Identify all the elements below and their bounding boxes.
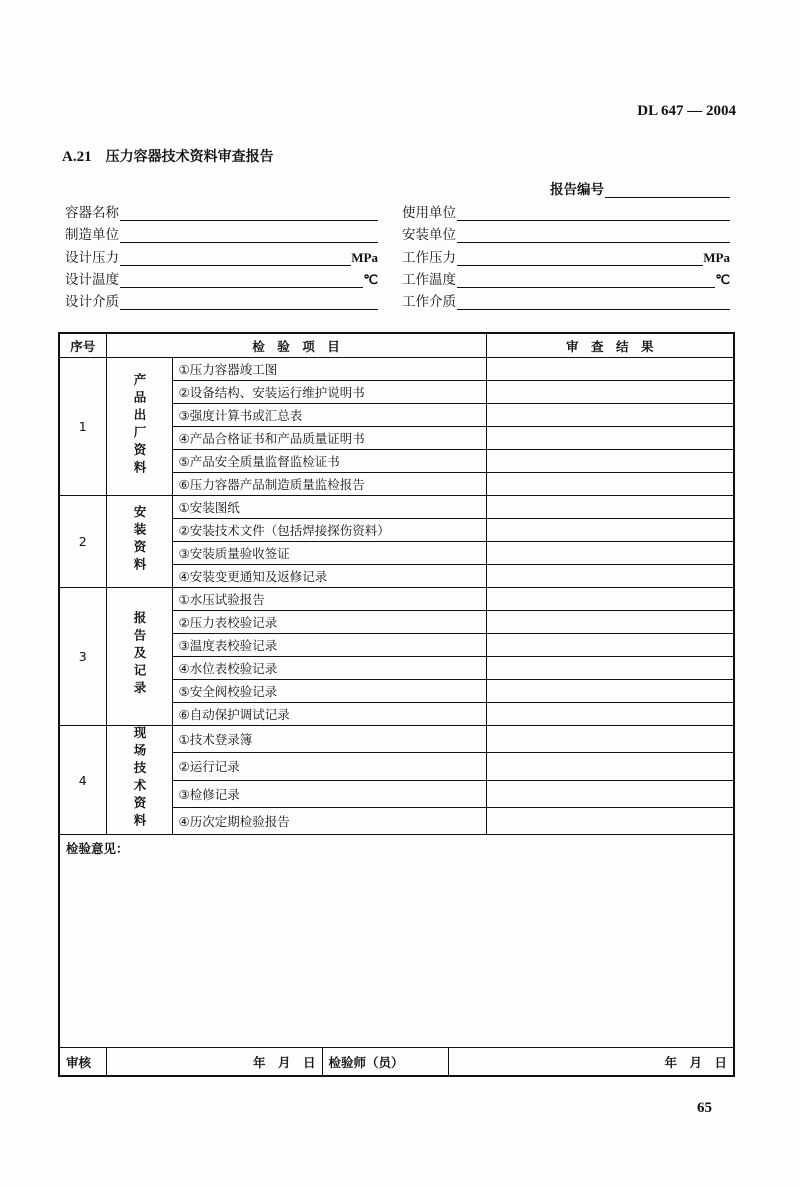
result-cell[interactable] [486,657,734,680]
item-label: ④水位表校验记录 [172,657,486,680]
item-label: ②运行记录 [172,753,486,780]
item-label: ⑥压力容器产品制造质量监检报告 [172,473,486,496]
result-cell[interactable] [486,780,734,807]
item-label: ③安装质量验收签证 [172,542,486,565]
field-input-line[interactable] [120,273,363,288]
section-title [62,146,274,166]
field-input-line[interactable] [120,251,351,266]
result-cell[interactable] [486,427,734,450]
group-category [106,496,172,588]
form-field[interactable] [402,201,730,221]
opinion-row [59,835,734,1048]
result-cell[interactable] [486,496,734,519]
field-label: 容器名称 [65,205,119,221]
result-cell[interactable] [486,381,734,404]
header-no: 序号 [59,333,106,358]
field-input-line[interactable] [120,295,378,310]
result-cell[interactable] [486,404,734,427]
item-label: ⑤产品安全质量监督监检证书 [172,450,486,473]
item-label: ①压力容器竣工图 [172,358,486,381]
result-cell[interactable] [486,450,734,473]
standard-number: DL 647 — 2004 [637,103,736,119]
field-input-line[interactable] [457,251,703,266]
report-number-line[interactable] [605,183,730,198]
field-input-line[interactable] [120,206,378,221]
section-number: A.21 [62,149,92,165]
opinion-cell[interactable] [59,835,734,1048]
category-label: 产品出厂资料 [132,372,147,478]
result-cell[interactable] [486,807,734,834]
group-number: 3 [59,588,106,726]
table-row [59,358,734,381]
signature-row [59,1048,734,1077]
header-items: 检 验 项 目 [106,333,486,358]
field-label: 设计温度 [65,272,119,288]
table-row [59,588,734,611]
item-label: ②设备结构、安装运行维护说明书 [172,381,486,404]
group-category [106,358,172,496]
item-label: ④产品合格证书和产品质量证明书 [172,427,486,450]
result-cell[interactable] [486,703,734,726]
field-unit: ℃ [363,272,378,287]
form-field[interactable] [402,223,730,243]
item-label: ②安装技术文件（包括焊接探伤资料） [172,519,486,542]
item-label: ④安装变更通知及返修记录 [172,565,486,588]
field-label: 工作介质 [402,294,456,310]
field-input-line[interactable] [457,295,730,310]
form-field[interactable] [65,290,378,310]
inspection-table [58,332,735,1077]
form-field[interactable] [65,223,378,243]
category-label: 现场技术资料 [132,726,147,831]
field-input-line[interactable] [457,206,730,221]
form-field[interactable] [65,246,378,266]
item-label: ③强度计算书或汇总表 [172,404,486,427]
item-label: ①水压试验报告 [172,588,486,611]
result-cell[interactable] [486,680,734,703]
form-field[interactable] [402,290,730,310]
form-field[interactable] [402,268,730,288]
field-unit: ℃ [715,272,730,287]
field-input-line[interactable] [457,228,730,243]
report-number-field[interactable] [550,178,730,198]
result-cell[interactable] [486,753,734,780]
review-date[interactable]: 年 月 日 [106,1048,322,1075]
field-label: 工作压力 [402,250,456,266]
category-label: 报告及记录 [132,611,147,699]
table-header-row [59,333,734,358]
result-cell[interactable] [486,519,734,542]
field-label: 设计介质 [65,294,119,310]
result-cell[interactable] [486,588,734,611]
table-row [59,496,734,519]
inspector-date[interactable]: 年 月 日 [664,1054,728,1070]
group-category [106,726,172,835]
field-label: 工作温度 [402,272,456,288]
result-cell[interactable] [486,565,734,588]
item-label: ⑤安全阀校验记录 [172,680,486,703]
page-number: 65 [697,1100,712,1116]
field-unit: MPa [703,250,730,265]
group-category [106,588,172,726]
item-label: ④历次定期检验报告 [172,807,486,834]
category-label: 安装资料 [132,505,147,575]
result-cell[interactable] [486,611,734,634]
report-number-label: 报告编号 [550,182,604,198]
form-field[interactable] [402,246,730,266]
result-cell[interactable] [486,473,734,496]
form-field[interactable] [65,201,378,221]
table-row [59,726,734,753]
group-number: 4 [59,726,106,835]
item-label: ②压力表校验记录 [172,611,486,634]
field-input-line[interactable] [457,273,715,288]
group-number: 2 [59,496,106,588]
item-label: ⑥自动保护调试记录 [172,703,486,726]
header-result: 审 查 结 果 [486,333,734,358]
item-label: ③温度表校验记录 [172,634,486,657]
result-cell[interactable] [486,726,734,753]
result-cell[interactable] [486,542,734,565]
item-label: ①技术登录簿 [172,726,486,753]
field-unit: MPa [351,250,378,265]
field-label: 使用单位 [402,205,456,221]
group-number: 1 [59,358,106,496]
review-label: 审核 [60,1048,106,1075]
field-label: 设计压力 [65,250,119,266]
item-label: ①安装图纸 [172,496,486,519]
item-label: ③检修记录 [172,780,486,807]
field-input-line[interactable] [120,228,378,243]
opinion-label: 检验意见： [66,841,129,856]
field-label: 制造单位 [65,227,119,243]
inspector-label: 检验师（员） [322,1048,448,1075]
form-field[interactable] [65,268,378,288]
result-cell[interactable] [486,358,734,381]
field-label: 安装单位 [402,227,456,243]
result-cell[interactable] [486,634,734,657]
section-title-text: 压力容器技术资料审查报告 [105,149,274,165]
